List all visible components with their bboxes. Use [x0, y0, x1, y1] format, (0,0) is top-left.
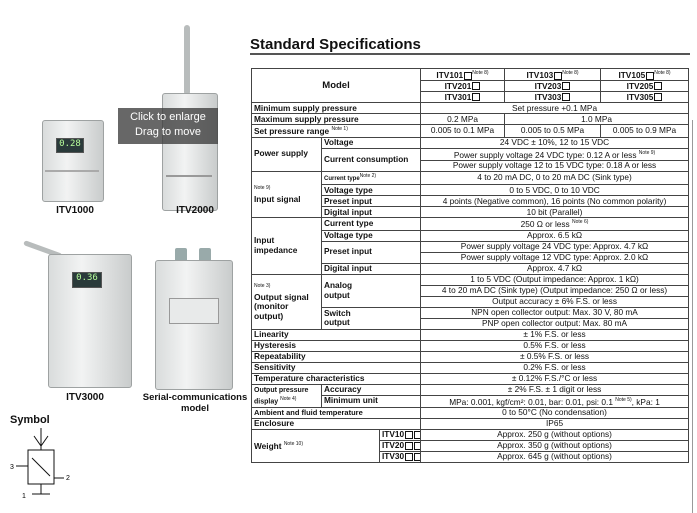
pressure-display: 0.36: [72, 272, 102, 288]
table-row: Set pressure range $^{Note 1)}$ 0.005 to 0.1 MPa 0.005 to 0.5 MPa 0.005 to 0.9 MPa: [252, 125, 689, 137]
table-row: Maximum supply pressure 0.2 MPa 1.0 MPa: [252, 114, 689, 125]
table-row: Sensitivity 0.2% F.S. or less: [252, 362, 689, 373]
table-row: Weight $^{Note 10)}$ ITV10 Approx. 250 g (without options): [252, 429, 689, 440]
table-row: ITV30 Approx. 645 g (without options): [252, 451, 689, 462]
table-row: [252, 69, 689, 81]
pressure-display: 0.28: [56, 138, 84, 153]
model-cell: ITV305: [601, 92, 689, 103]
model-cell: ITV301: [421, 92, 505, 103]
serial-model-image[interactable]: [155, 248, 235, 388]
table-row: Digital input Approx. 4.7 kΩ: [252, 263, 689, 274]
model-cell: ITV201: [421, 81, 505, 92]
product-images-panel: [0, 0, 248, 513]
table-row: Switch output NPN open collector output: Max. 30 V, 80 mA: [252, 307, 689, 318]
model-cell: ITV303: [505, 92, 601, 103]
itv3000-image[interactable]: [24, 240, 134, 388]
symbol-title: Symbol: [10, 414, 50, 426]
itv1000-image[interactable]: [42, 120, 104, 202]
port-1-label: 1: [22, 493, 26, 500]
serial-model-caption: Serial-communications model: [142, 392, 248, 414]
table-row: $^{Note 3)}$ Output signal (monitor output) Analog output 1 to 5 VDC (Output impedance: Approx. 1 kΩ): [252, 274, 689, 285]
table-row: Minimum unit MPa: 0.001, kgf/cm²: 0.01, bar: 0.01, psi: 0.1 $^{Note 5)}$, kPa: 1: [252, 395, 689, 407]
enlarge-overlay[interactable]: Click to enlarge Drag to move: [118, 108, 218, 144]
table-row: Output accuracy ± 6% F.S. or less: [252, 296, 689, 307]
table-row: Temperature characteristics ± 0.12% F.S./°C or less: [252, 373, 689, 384]
table-row: Ambient and fluid temperature 0 to 50°C (No condensation): [252, 407, 689, 418]
table-row: Preset input 4 points (Negative common), 16 points (No common polarity): [252, 196, 689, 207]
table-row: Minimum supply pressure Set pressure +0.1 MPa: [252, 103, 689, 114]
table-row: Input impedance Current type 250 Ω or less $^{Note 6)}$: [252, 218, 689, 230]
table-row: Power supply voltage 12 VDC type: Approx. 2.0 kΩ: [252, 252, 689, 263]
table-row: ITV20 Approx. 350 g (without options): [252, 440, 689, 451]
page-title: Standard Specifications: [250, 36, 421, 53]
table-row: Preset input Power supply voltage 24 VDC type: Approx. 4.7 kΩ: [252, 241, 689, 252]
model-header: Model: [252, 69, 421, 103]
itv1000-caption: ITV1000: [56, 205, 94, 216]
table-row: Current consumption Power supply voltage 24 VDC type: 0.12 A or less $^{Note 9)}$: [252, 148, 689, 160]
title-rule: [250, 53, 690, 55]
model-cell: ITV103 $^{Note 8)}$: [505, 69, 601, 81]
port-2-label: 2: [66, 475, 70, 482]
table-row: 4 to 20 mA DC (Sink type) (Output impedance: 250 Ω or less): [252, 285, 689, 296]
itv2000-caption: ITV2000: [176, 205, 214, 216]
table-row: Digital input 10 bit (Parallel): [252, 207, 689, 218]
model-cell: ITV101 $^{Note 8)}$: [421, 69, 505, 81]
table-row: Hysteresis 0.5% F.S. or less: [252, 340, 689, 351]
pneumatic-symbol-icon: [8, 428, 78, 508]
table-row: PNP open collector output: Max. 80 mA: [252, 318, 689, 329]
model-cell: ITV205: [601, 81, 689, 92]
table-row: Repeatability ± 0.5% F.S. or less: [252, 351, 689, 362]
specifications-table: [251, 68, 689, 463]
model-cell: ITV203: [505, 81, 601, 92]
table-row: Voltage type 0 to 5 VDC, 0 to 10 VDC: [252, 185, 689, 196]
port-3-label: 3: [10, 464, 14, 471]
table-row: Enclosure IP65: [252, 418, 689, 429]
table-row: Output pressure display $^{Note 4)}$ Accuracy ± 2% F.S. ± 1 digit or less: [252, 384, 689, 395]
page-edge: [692, 120, 697, 513]
cable: [184, 25, 190, 95]
table-row: Power supply voltage 12 to 15 VDC type: 0.18 A or less: [252, 160, 689, 171]
itv3000-caption: ITV3000: [66, 392, 104, 403]
table-row: Power supply Voltage 24 VDC ± 10%, 12 to 15 VDC: [252, 137, 689, 148]
table-row: $^{Note 9)}$ Input signal Current type$^{Note 2)}$ 4 to 20 mA DC, 0 to 20 mA DC (Sink type): [252, 171, 689, 185]
model-cell: ITV105 $^{Note 8)}$: [601, 69, 689, 81]
table-row: Voltage type Approx. 6.5 kΩ: [252, 230, 689, 241]
table-row: Linearity ± 1% F.S. or less: [252, 329, 689, 340]
